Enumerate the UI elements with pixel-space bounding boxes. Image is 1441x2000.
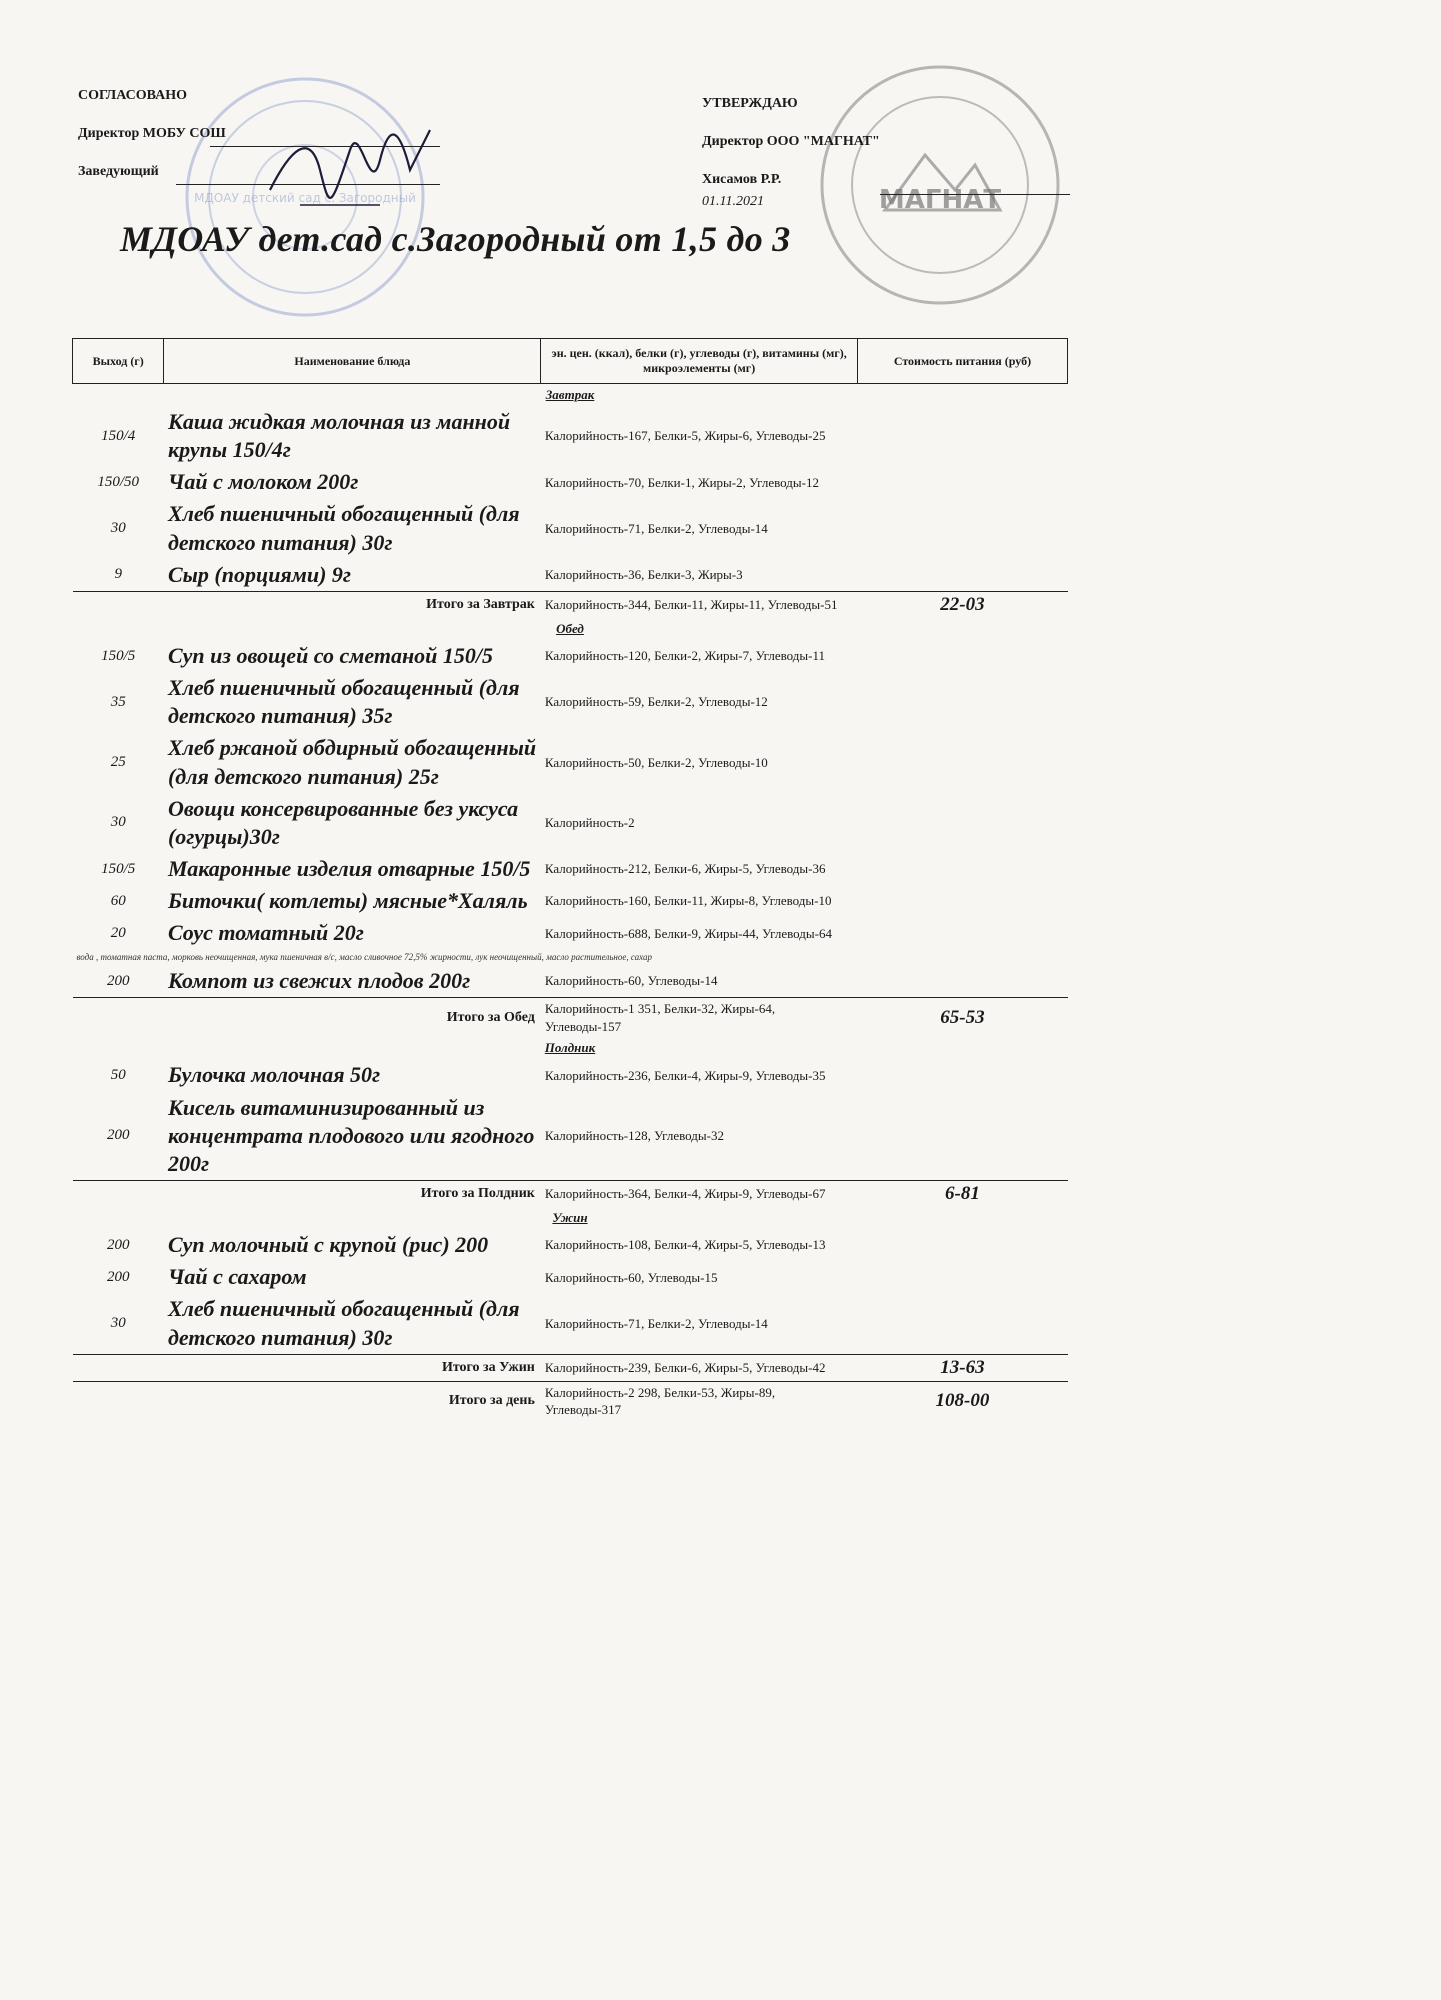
dish-nutrition: Калорийность-128, Углеводы-32: [544, 1128, 724, 1144]
section-total-label: Итого за Полдник: [73, 1181, 541, 1208]
dish-cost: [857, 1229, 1067, 1261]
day-total-nutrition: Калорийность-2 298, Белки-53, Жиры-89, Углеводы-317: [541, 1381, 858, 1421]
dish-note-row: [73, 950, 1068, 966]
dish-row: [73, 640, 1068, 672]
dish-name: Чай с молоком 200г: [167, 469, 359, 495]
dish-row: [73, 466, 1068, 498]
dish-nutrition: Калорийность-60, Углеводы-15: [544, 1269, 718, 1285]
company-director-label: Директор ООО "МАГНАТ": [702, 134, 880, 149]
section-total-cost: 6-81: [857, 1181, 1067, 1208]
dish-cost: [857, 1261, 1067, 1293]
dish-row: [73, 1092, 1068, 1181]
section-title: Полдник: [544, 1040, 596, 1056]
dish-output: 200: [106, 972, 130, 989]
dish-nutrition: Калорийность-2: [544, 815, 635, 831]
dish-nutrition: Калорийность-688, Белки-9, Жиры-44, Углеводы-64: [544, 925, 832, 941]
col-nutrition-header: эн. цен. (ккал), белки (г), углеводы (г), витамины (мг), микроэлементы (мг): [541, 339, 858, 384]
section-total-nutrition: Калорийность-239, Белки-6, Жиры-5, Углеводы-42: [541, 1354, 858, 1381]
section-total-cost: 22-03: [857, 591, 1067, 618]
school-director-label: Директор МОБУ СОШ: [78, 126, 226, 141]
dish-row: [73, 853, 1068, 885]
section-total-nutrition: Калорийность-364, Белки-4, Жиры-9, Углеводы-67: [541, 1181, 858, 1208]
dish-row: [73, 559, 1068, 592]
dish-cost: [857, 965, 1067, 998]
dish-output: 150/50: [97, 473, 140, 490]
section-total-label: Итого за Завтрак: [73, 591, 541, 618]
dish-name: Каша жидкая молочная из манной крупы 150/4г: [167, 409, 511, 463]
col-cost-header: Стоимость питания (руб): [857, 339, 1067, 384]
dish-name: Соус томатный 20г: [167, 920, 364, 946]
dish-nutrition: Калорийность-36, Белки-3, Жиры-3: [544, 567, 743, 583]
dish-name: Сыр (порциями) 9г: [167, 561, 352, 587]
svg-text:МДОАУ детский сад с. Загородны: МДОАУ детский сад с. Загородный: [194, 191, 416, 205]
dish-name: Чай с сахаром: [167, 1264, 307, 1290]
dish-cost: [857, 640, 1067, 672]
section-total-label: Итого за Обед: [73, 998, 541, 1038]
menu-table: [72, 338, 1068, 1421]
dish-composition-note: вода , томатная паста, морковь неочищенная, мука пшеничная в/с, масло сливочное 72,5% жирности, лук неочищенный, масло растительное, сахар: [76, 951, 653, 962]
section-total-nutrition: Калорийность-1 351, Белки-32, Жиры-64, Углеводы-157: [541, 998, 858, 1038]
dish-row: [73, 406, 1068, 466]
dish-name: Хлеб пшеничный обогащенный (для детского питания) 30г: [167, 501, 520, 555]
approve-date: 01.11.2021: [702, 194, 764, 209]
dish-output: 150/5: [101, 647, 136, 664]
section-header-row: [73, 618, 1068, 640]
dish-row: [73, 917, 1068, 949]
dish-name: Булочка молочная 50г: [167, 1062, 381, 1088]
dish-cost: [857, 853, 1067, 885]
dish-cost: [857, 885, 1067, 917]
dish-nutrition: Калорийность-108, Белки-4, Жиры-5, Углеводы-13: [544, 1237, 826, 1253]
section-total-row: [73, 998, 1068, 1038]
dish-output: 35: [110, 693, 126, 710]
menu-body: [73, 384, 1068, 1421]
dish-row: [73, 1293, 1068, 1354]
dish-nutrition: Калорийность-59, Белки-2, Углеводы-12: [544, 694, 768, 710]
dish-output: 50: [110, 1067, 126, 1084]
dish-cost: [857, 559, 1067, 592]
signature-line-right: [880, 194, 1070, 195]
dish-row: [73, 1059, 1068, 1091]
section-total-label: Итого за Ужин: [73, 1354, 541, 1381]
dish-name: Компот из свежих плодов 200г: [167, 968, 471, 994]
dish-name: Макаронные изделия отварные 150/5: [167, 856, 531, 882]
section-total-nutrition: Калорийность-344, Белки-11, Жиры-11, Углеводы-51: [541, 591, 858, 618]
day-total-cost: 108-00: [857, 1381, 1067, 1421]
section-total-cost: 65-53: [857, 998, 1067, 1038]
dish-cost: [857, 406, 1067, 466]
dish-output: 30: [110, 814, 126, 831]
dish-cost: [857, 793, 1067, 853]
dish-name: Хлеб ржаной обдирный обогащенный (для детского питания) 25г: [167, 735, 537, 789]
dish-name: Биточки( котлеты) мясные*Халяль: [167, 888, 528, 914]
signature-scribble: [260, 110, 440, 220]
dish-output: 30: [110, 520, 126, 537]
section-header-row: [73, 1037, 1068, 1059]
dish-cost: [857, 466, 1067, 498]
section-header-row: [73, 384, 1068, 407]
dish-nutrition: Калорийность-71, Белки-2, Углеводы-14: [544, 1315, 768, 1331]
dish-row: [73, 885, 1068, 917]
col-output-header: Выход (г): [73, 339, 164, 384]
table-header-row: [73, 339, 1068, 384]
section-total-row: [73, 1354, 1068, 1381]
dish-row: [73, 1229, 1068, 1261]
dish-nutrition: Калорийность-236, Белки-4, Жиры-9, Углеводы-35: [544, 1067, 826, 1083]
day-total-row: [73, 1381, 1068, 1421]
dish-row: [73, 965, 1068, 998]
dish-name: Кисель витаминизированный из концентрата плодового или ягодного 200г: [167, 1094, 535, 1176]
dish-nutrition: Калорийность-70, Белки-1, Жиры-2, Углеводы-12: [544, 474, 819, 490]
dish-name: Суп молочный с крупой (рис) 200: [167, 1232, 489, 1258]
manager-label: Заведующий: [78, 164, 159, 179]
dish-row: [73, 498, 1068, 558]
dish-cost: [857, 672, 1067, 732]
section-title: Обед: [556, 620, 584, 636]
dish-nutrition: Калорийность-71, Белки-2, Углеводы-14: [544, 520, 768, 536]
dish-nutrition: Калорийность-160, Белки-11, Жиры-8, Углеводы-10: [544, 893, 832, 909]
dish-row: [73, 1261, 1068, 1293]
dish-output: 150/4: [101, 427, 136, 444]
section-title: Завтрак: [545, 387, 595, 402]
dish-cost: [857, 498, 1067, 558]
dish-output: 30: [110, 1315, 126, 1332]
dish-nutrition: Калорийность-167, Белки-5, Жиры-6, Углеводы-25: [544, 428, 826, 444]
dish-name: Хлеб пшеничный обогащенный (для детского питания) 30г: [167, 1296, 520, 1350]
dish-output: 9: [114, 566, 122, 583]
dish-name: Овощи консервированные без уксуса (огурцы)30г: [167, 795, 519, 849]
section-header-row: [73, 1207, 1068, 1229]
dish-row: [73, 672, 1068, 732]
dish-cost: [857, 1293, 1067, 1354]
page-title: МДОАУ дет.сад с.Загородный от 1,5 до 3: [120, 219, 791, 259]
dish-output: 20: [110, 924, 126, 941]
dish-nutrition: Калорийность-60, Углеводы-14: [544, 973, 718, 989]
section-title: Ужин: [552, 1210, 588, 1226]
section-total-row: [73, 1181, 1068, 1208]
dish-output: 60: [110, 892, 126, 909]
dish-output: 200: [106, 1127, 130, 1144]
dish-row: [73, 732, 1068, 792]
dish-output: 200: [106, 1236, 130, 1253]
dish-name: Хлеб пшеничный обогащенный (для детского питания) 35г: [167, 675, 520, 729]
section-total-row: [73, 591, 1068, 618]
day-total-label: Итого за день: [73, 1381, 541, 1421]
director-name: Хисамов Р.Р.: [702, 172, 782, 187]
col-dish-header: Наименование блюда: [164, 339, 541, 384]
dish-row: [73, 793, 1068, 853]
dish-output: 200: [106, 1268, 130, 1285]
approve-label: УТВЕРЖДАЮ: [702, 96, 798, 111]
dish-cost: [857, 732, 1067, 792]
dish-nutrition: Калорийность-50, Белки-2, Углеводы-10: [544, 754, 768, 770]
svg-text:МАГНАТ: МАГНАТ: [878, 185, 1002, 215]
dish-output: 25: [110, 754, 126, 771]
dish-nutrition: Калорийность-212, Белки-6, Жиры-5, Углеводы-36: [544, 861, 826, 877]
dish-cost: [857, 1059, 1067, 1091]
dish-nutrition: Калорийность-120, Белки-2, Жиры-7, Углеводы-11: [544, 648, 825, 664]
dish-cost: [857, 1092, 1067, 1181]
dish-name: Суп из овощей со сметаной 150/5: [167, 642, 494, 668]
dish-cost: [857, 917, 1067, 949]
company-stamp: [815, 60, 1065, 310]
agreed-label: СОГЛАСОВАНО: [78, 88, 187, 103]
dish-output: 150/5: [101, 860, 136, 877]
section-total-cost: 13-63: [857, 1354, 1067, 1381]
